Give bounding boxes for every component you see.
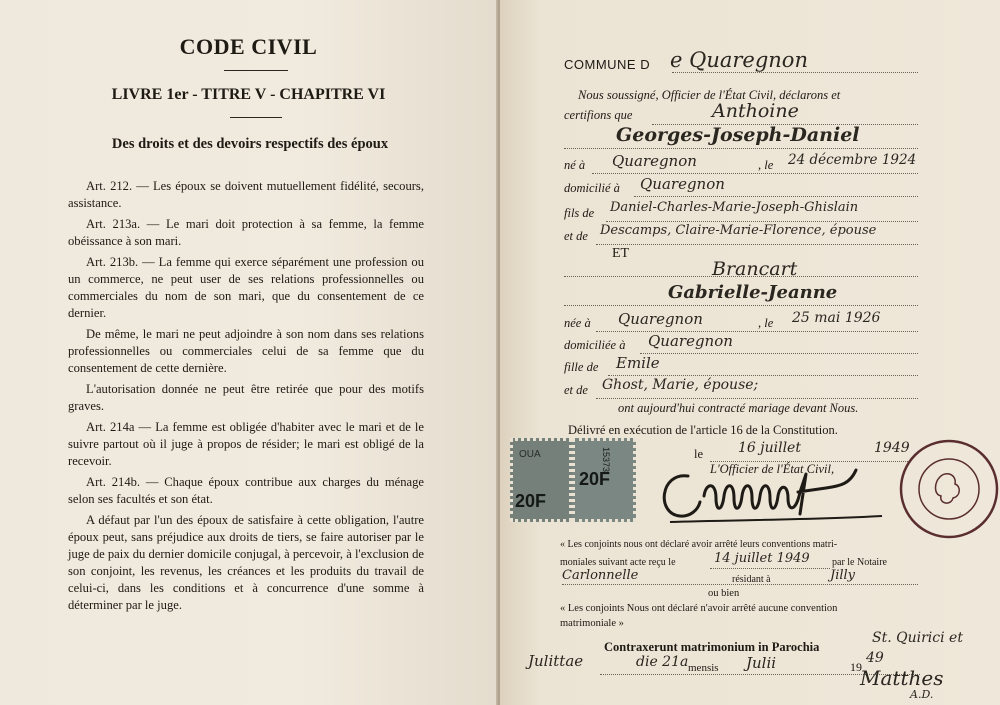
article-213a: Art. 213a. — Le mari doit protection à sa femme, la femme obéissance à son mari.	[68, 217, 424, 248]
or-label: ou bien	[708, 588, 740, 599]
husband-surname: Anthoine	[712, 100, 799, 122]
notary-residence: Jilly	[830, 568, 856, 583]
code-title: CODE CIVIL	[179, 34, 318, 59]
born-label: né à	[564, 158, 586, 172]
officer-signature	[650, 462, 900, 532]
son-of-rule	[606, 221, 918, 222]
wife-given-rule	[564, 305, 918, 306]
article-213b-cont2: L'autorisation donnée ne peut être retirée que pour des motifs graves.	[68, 382, 424, 413]
and-of-rule	[596, 244, 918, 245]
domiciled-f-label: domiciliée à	[564, 338, 626, 352]
commune-rule	[672, 72, 918, 73]
resident-label: résidant à	[732, 574, 771, 585]
chapter-subtitle: LIVRE 1er - TITRE V - CHAPITRE VI	[111, 86, 386, 103]
daughter-of-rule	[608, 375, 918, 376]
article-214b-cont: A défaut par l'un des époux de satisfaire à cette obligation, l'autre époux peut, sans préjudice aux droits de tiers, se faire autoriser par le juge de paix du dernier domicile conjugal, à percevoir, à l'exclusion de son conjoint, les revenus, les créances et les produits du travail de celui-ci, dans les conditions et à concurrence d'une somme à déterminer par le juge.	[68, 513, 425, 612]
article-213b: Art. 213b. — La femme qui exerce séparément une profession ou un commerce, ne peut user de ses relations professionnelles ou commerciales du nom de son mari, que du consentement de ce dernier.	[68, 255, 424, 320]
wife-birthdate: 25 mai 1926	[792, 310, 881, 326]
wife-given-names: Gabrielle-Jeanne	[668, 282, 838, 303]
article-214b: Art. 214b. — Chaque époux contribue aux charges du ménage selon ses facultés et son état.	[68, 475, 424, 506]
commune-name: e Quaregnon	[670, 48, 808, 72]
issue-date: 16 juillet	[738, 440, 801, 456]
and-of-label: et de	[564, 229, 588, 243]
postage-stamp-1	[510, 438, 572, 522]
article-213b-cont1: De même, le mari ne peut adjoindre à son nom dans ses relations professionnelles ou commerciales celui de sa femme que du consentement de cette dernière.	[68, 327, 424, 375]
intro-line-2: certifions que	[564, 108, 633, 122]
et-label: ET	[612, 246, 630, 261]
parish-name: St. Quirici et	[872, 630, 963, 646]
wife-surname: Brancart	[712, 258, 798, 280]
daughter-of-label: fille de	[564, 360, 599, 374]
alt-line-1: « Les conjoints Nous ont déclaré n'avoir arrêté aucune convention	[560, 603, 838, 614]
mensis-label: mensis	[688, 662, 719, 674]
convention-date-rule	[710, 568, 830, 569]
notary-name: Carlonnelle	[562, 568, 639, 583]
officer-title: L'Officier de l'État Civil,	[710, 462, 835, 476]
article-212: Art. 212. — Les époux se doivent mutuellement fidélité, secours, assistance.	[68, 179, 424, 210]
contracted-text: ont aujourd'hui contracté mariage devant Nous.	[618, 401, 859, 415]
articles-text	[68, 178, 424, 614]
postage-stamp-2	[572, 438, 636, 522]
seal-text	[898, 540, 927, 541]
born-rule	[592, 173, 918, 174]
wife-mother: Ghost, Marie, épouse;	[602, 377, 759, 393]
title-rule	[224, 70, 288, 71]
stamp-1-postmark: OUA	[519, 449, 541, 460]
communal-seal	[895, 434, 1000, 544]
postage-stamps	[506, 436, 646, 524]
latin-day: die 21a	[636, 654, 689, 670]
intro-line-1: Nous soussigné, Officier de l'État Civil, déclarons et	[578, 88, 841, 102]
born-f-label: née à	[564, 316, 591, 330]
latin-year-suffix: 49	[866, 650, 884, 666]
right-page	[500, 0, 1000, 705]
date-prefix-label-f: , le	[758, 316, 774, 330]
convention-line-1: « Les conjoints nous ont déclaré avoir arrêté leurs conventions matri-	[560, 539, 838, 550]
born-f-rule	[596, 331, 918, 332]
convention-date: 14 juillet 1949	[714, 551, 810, 566]
domiciled-f-rule	[640, 353, 918, 354]
and-of-label-f: et de	[564, 383, 588, 397]
husband-domicile: Quaregnon	[640, 175, 725, 193]
husband-given-names: Georges-Joseph-Daniel	[616, 124, 860, 146]
convention-line-2b: par le Notaire	[832, 557, 887, 568]
husband-father: Daniel-Charles-Marie-Joseph-Ghislain	[610, 200, 859, 215]
convention-line-2a: moniales suivant acte reçu le	[560, 557, 676, 568]
wife-domicile: Quaregnon	[648, 332, 733, 350]
stamp-2-value: 20F	[579, 469, 611, 489]
notary-rule	[562, 584, 918, 585]
parish-line-2: Julittae	[528, 652, 584, 670]
article-214a: Art. 214a — La femme est obligée d'habiter avec le mari et de le suivre partout où il juge à propos de résider; le mari est obligé de la recevoir.	[68, 420, 424, 468]
date-le-label: le	[694, 447, 704, 461]
latin-line: Contraxerunt matrimonium in Parochia	[604, 640, 820, 654]
domiciled-rule	[634, 196, 918, 197]
wife-father: Emile	[616, 354, 660, 372]
priest-initials: A.D.	[910, 688, 934, 701]
stamp-2-serial: 15373	[601, 447, 611, 473]
domiciled-label: domicilié à	[564, 181, 620, 195]
delivered-text: Délivré en exécution de l'article 16 de la Constitution.	[568, 423, 838, 437]
commune-label: COMMUNE D	[564, 57, 651, 72]
husband-mother: Descamps, Claire-Marie-Florence, épouse	[600, 223, 877, 238]
latin-month: Julii	[746, 654, 777, 672]
husband-given-rule	[564, 148, 918, 149]
husband-birthplace: Quaregnon	[612, 152, 697, 170]
stamp-1-value: 20F	[515, 491, 547, 511]
latin-year-prefix: 19	[850, 660, 862, 674]
left-page	[0, 0, 497, 705]
husband-birthdate: 24 décembre 1924	[788, 152, 917, 168]
subtitle-rule	[230, 117, 282, 118]
date-prefix-label: , le	[758, 158, 774, 172]
section-heading: Des droits et des devoirs respectifs des époux	[111, 136, 389, 152]
son-of-label: fils de	[564, 206, 595, 220]
issue-year: 1949	[874, 440, 910, 456]
wife-birthplace: Quaregnon	[618, 310, 703, 328]
alt-line-2: matrimoniale »	[560, 618, 624, 629]
and-of-f-rule	[596, 398, 918, 399]
priest-signature: Matthes	[860, 666, 944, 690]
